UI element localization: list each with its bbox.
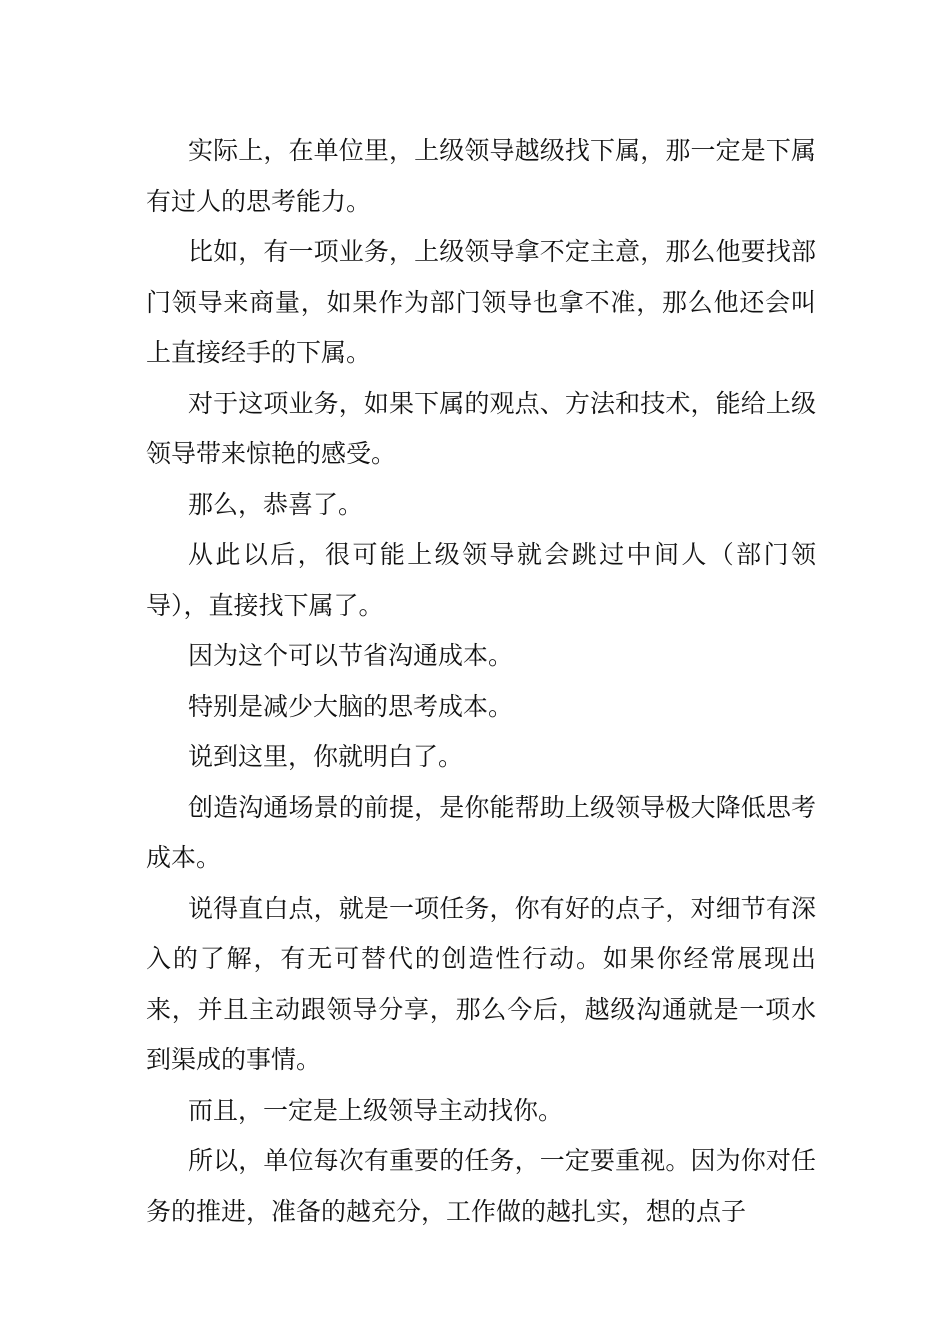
paragraph: 因为这个可以节省沟通成本。 <box>188 641 514 670</box>
paragraph: 对于这项业务，如果下属的观点、方法和技术，能给上级领导带来惊艳的感受。 <box>146 388 816 468</box>
paragraph: 从此以后，很可能上级领导就会跳过中间人（部门领导），直接找下属了。 <box>146 540 816 620</box>
paragraph: 所以，单位每次有重要的任务，一定要重视。因为你对任务的推进，准备的越充分，工作做的越扎实，想的点子 <box>146 1146 816 1226</box>
paragraph: 说到这里，你就明白了。 <box>188 742 464 771</box>
paragraph: 比如，有一项业务，上级领导拿不定主意，那么他要找部门领导来商量，如果作为部门领导也拿不准，那么他还会叫上直接经手的下属。 <box>146 237 816 367</box>
paragraph: 实际上，在单位里，上级领导越级找下属，那一定是下属有过人的思考能力。 <box>146 136 816 216</box>
paragraph: 说得直白点，就是一项任务，你有好的点子，对细节有深入的了解，有无可替代的创造性行动。如果你经常展现出来，并且主动跟领导分享，那么今后，越级沟通就是一项水到渠成的事情。 <box>146 893 816 1074</box>
paragraph: 那么，恭喜了。 <box>188 489 364 519</box>
document-body <box>146 126 816 1237</box>
paragraph: 而且，一定是上级领导主动找你。 <box>188 1095 564 1125</box>
paragraph: 创造沟通场景的前提，是你能帮助上级领导极大降低思考成本。 <box>146 792 816 872</box>
paragraph: 特别是减少大脑的思考成本。 <box>188 691 514 721</box>
